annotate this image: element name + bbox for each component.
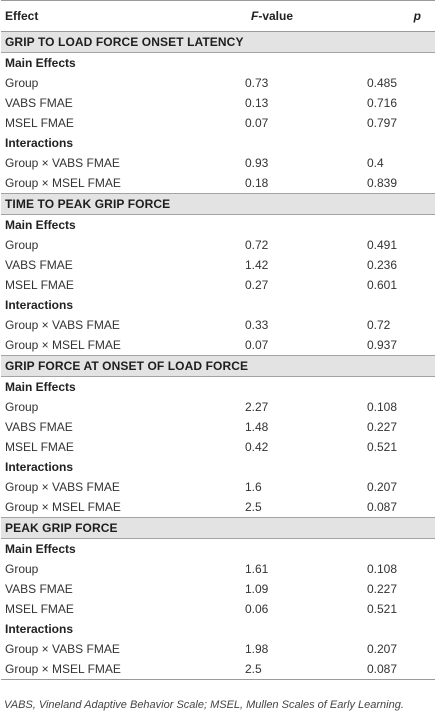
table-row bbox=[1, 255, 435, 275]
p-value-cell: 0.207 bbox=[367, 642, 398, 656]
f-value-cell: 1.42 bbox=[245, 258, 269, 272]
f-value-cell: 1.6 bbox=[245, 480, 262, 494]
header-f-value bbox=[213, 1, 325, 32]
effect-cell: Group × MSEL FMAE bbox=[5, 338, 121, 352]
header-f-suffix: -value bbox=[258, 9, 294, 23]
table-row bbox=[1, 315, 435, 335]
interactions-label-row bbox=[1, 133, 435, 153]
p-value-cell: 0.937 bbox=[367, 338, 398, 352]
table-row bbox=[1, 497, 435, 518]
f-value-cell: 0.06 bbox=[245, 602, 269, 616]
table-row bbox=[1, 477, 435, 497]
section-header bbox=[1, 518, 435, 539]
f-value-cell: 1.48 bbox=[245, 420, 269, 434]
main-effects-label-row bbox=[1, 539, 435, 560]
p-value-cell: 0.485 bbox=[367, 76, 398, 90]
header-effect: Effect bbox=[1, 1, 213, 32]
table-row bbox=[1, 153, 435, 173]
effect-cell: Group × VABS FMAE bbox=[5, 156, 120, 170]
effect-cell: Group × VABS FMAE bbox=[5, 318, 120, 332]
effect-cell: Group × VABS FMAE bbox=[5, 480, 120, 494]
f-value-cell: 2.5 bbox=[245, 500, 262, 514]
table-row bbox=[1, 335, 435, 356]
main-effects-label: Main Effects bbox=[5, 380, 76, 394]
p-value-cell: 0.716 bbox=[367, 96, 398, 110]
interactions-label-row bbox=[1, 619, 435, 639]
table-row bbox=[1, 173, 435, 194]
p-value-cell: 0.839 bbox=[367, 176, 398, 190]
f-value-cell: 0.93 bbox=[245, 156, 269, 170]
section-header bbox=[1, 194, 435, 215]
f-value-cell: 2.27 bbox=[245, 400, 269, 414]
table-footnote: VABS, Vineland Adaptive Behavior Scale; MSEL, Mullen Scales of Early Learning. bbox=[4, 699, 404, 711]
p-value-cell: 0.236 bbox=[367, 258, 398, 272]
f-value-cell: 1.98 bbox=[245, 642, 269, 656]
p-value-cell: 0.087 bbox=[367, 500, 398, 514]
effect-cell: VABS FMAE bbox=[5, 420, 73, 434]
header-f-letter: F bbox=[250, 9, 259, 23]
interactions-label: Interactions bbox=[5, 136, 74, 150]
table-header-row bbox=[1, 1, 435, 32]
f-value-cell: 0.07 bbox=[245, 338, 269, 352]
main-effects-label-row bbox=[1, 215, 435, 236]
f-value-cell: 0.18 bbox=[245, 176, 269, 190]
table-row bbox=[1, 275, 435, 295]
f-value-cell: 0.42 bbox=[245, 440, 269, 454]
p-value-cell: 0.601 bbox=[367, 278, 398, 292]
effect-cell: Group × MSEL FMAE bbox=[1, 659, 213, 680]
section-header bbox=[1, 356, 435, 377]
table-row bbox=[1, 579, 435, 599]
interactions-label: Interactions bbox=[5, 298, 74, 312]
p-value-cell: 0.521 bbox=[367, 602, 398, 616]
effect-cell: MSEL FMAE bbox=[5, 278, 74, 292]
effect-cell: MSEL FMAE bbox=[5, 440, 74, 454]
table-row bbox=[1, 599, 435, 619]
section-title: PEAK GRIP FORCE bbox=[1, 518, 435, 539]
effect-cell: Group bbox=[5, 400, 39, 414]
main-effects-label: Main Effects bbox=[5, 56, 76, 70]
effect-cell: VABS FMAE bbox=[5, 582, 73, 596]
p-value-cell: 0.207 bbox=[367, 480, 398, 494]
p-value-cell: 0.4 bbox=[367, 156, 384, 170]
main-effects-label-row bbox=[1, 53, 435, 74]
section-title: TIME TO PEAK GRIP FORCE bbox=[1, 194, 435, 215]
p-value-cell: 0.521 bbox=[367, 440, 398, 454]
effect-cell: Group bbox=[5, 76, 39, 90]
effect-cell: MSEL FMAE bbox=[5, 602, 74, 616]
interactions-label: Interactions bbox=[5, 622, 74, 636]
table-row bbox=[1, 417, 435, 437]
f-value-cell: 0.33 bbox=[245, 318, 269, 332]
p-value-cell: 0.087 bbox=[325, 659, 435, 680]
effect-cell: MSEL FMAE bbox=[5, 116, 74, 130]
main-effects-label: Main Effects bbox=[5, 542, 76, 556]
f-value-cell: 0.27 bbox=[245, 278, 269, 292]
f-value-cell: 0.72 bbox=[245, 238, 269, 252]
f-value-cell: 2.5 bbox=[213, 659, 325, 680]
effect-cell: Group × MSEL FMAE bbox=[5, 176, 121, 190]
main-effects-label: Main Effects bbox=[5, 218, 76, 232]
interactions-label: Interactions bbox=[5, 460, 74, 474]
section-title: GRIP FORCE AT ONSET OF LOAD FORCE bbox=[1, 356, 435, 377]
interactions-label-row bbox=[1, 295, 435, 315]
interactions-label-row bbox=[1, 457, 435, 477]
effect-cell: VABS FMAE bbox=[5, 258, 73, 272]
main-effects-label-row bbox=[1, 377, 435, 398]
effect-cell: VABS FMAE bbox=[5, 96, 73, 110]
p-value-cell: 0.797 bbox=[367, 116, 398, 130]
p-value-cell: 0.72 bbox=[367, 318, 391, 332]
f-value-cell: 0.13 bbox=[245, 96, 269, 110]
effect-cell: Group × MSEL FMAE bbox=[5, 500, 121, 514]
effect-cell: Group bbox=[5, 238, 39, 252]
p-value-cell: 0.227 bbox=[367, 582, 398, 596]
p-value-cell: 0.108 bbox=[367, 562, 398, 576]
header-p bbox=[325, 1, 435, 32]
table-row bbox=[1, 437, 435, 457]
table-row bbox=[1, 235, 435, 255]
table-row bbox=[1, 397, 435, 417]
f-value-cell: 1.61 bbox=[245, 562, 269, 576]
p-value-cell: 0.108 bbox=[367, 400, 398, 414]
effect-cell: Group × VABS FMAE bbox=[5, 642, 120, 656]
table-row bbox=[1, 93, 435, 113]
f-value-cell: 0.73 bbox=[245, 76, 269, 90]
table-row bbox=[1, 113, 435, 133]
f-value-cell: 1.09 bbox=[245, 582, 269, 596]
p-value-cell: 0.227 bbox=[367, 420, 398, 434]
header-p-letter: p bbox=[413, 9, 421, 23]
f-value-cell: 0.07 bbox=[245, 116, 269, 130]
section-header bbox=[1, 32, 435, 53]
section-title: GRIP TO LOAD FORCE ONSET LATENCY bbox=[1, 32, 435, 53]
table-row bbox=[1, 639, 435, 659]
results-table bbox=[1, 0, 435, 680]
p-value-cell: 0.491 bbox=[367, 238, 398, 252]
effect-cell: Group bbox=[5, 562, 39, 576]
table-row bbox=[1, 73, 435, 93]
table-row bbox=[1, 559, 435, 579]
table-row bbox=[1, 659, 435, 680]
